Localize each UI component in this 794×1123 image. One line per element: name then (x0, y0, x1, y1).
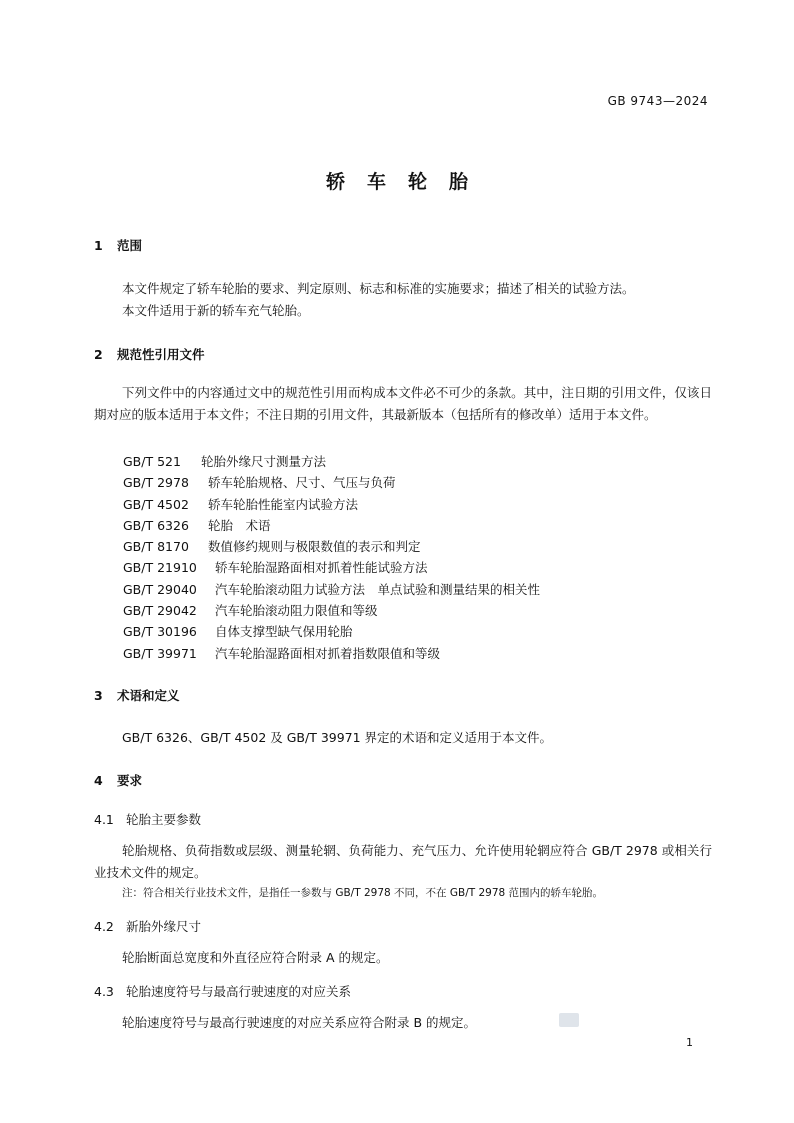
subsection-4-1-heading (94, 810, 201, 828)
reference-code: GB/T 30196 (123, 624, 197, 640)
reference-title: 轿车轮胎湿路面相对抓着性能试验方法 (215, 560, 428, 576)
reference-item (123, 536, 540, 557)
subsection-title: 轮胎速度符号与最高行驶速度的对应关系 (126, 984, 352, 999)
subsection-4-1-note: 注：符合相关行业技术文件，是指任一参数与 GB/T 2978 不同，不在 GB/T 2978 范围内的轿车轮胎。 (122, 887, 604, 899)
reference-item (123, 557, 540, 578)
reference-code: GB/T 6326 (123, 517, 189, 533)
section-number: 3 (94, 688, 103, 703)
reference-code: GB/T 8170 (123, 539, 189, 555)
section-2-heading (94, 345, 205, 363)
reference-title: 自体支撑型缺气保用轮胎 (215, 624, 353, 640)
subsection-number: 4.2 (94, 919, 114, 934)
section-number: 4 (94, 773, 103, 788)
reference-item (123, 451, 540, 472)
section-title: 术语和定义 (117, 688, 180, 703)
section-title: 要求 (117, 773, 143, 788)
reference-title: 汽车轮胎湿路面相对抓着指数限值和等级 (215, 645, 441, 661)
section-1-line-2: 本文件适用于新的轿车充气轮胎。 (122, 303, 310, 318)
section-number: 1 (94, 238, 103, 253)
reference-code: GB/T 521 (123, 454, 181, 469)
reference-item (123, 515, 540, 536)
reference-title: 汽车轮胎滚动阻力试验方法 单点试验和测量结果的相关性 (215, 581, 541, 597)
subsection-4-1-text: 轮胎规格、负荷指数或层级、测量轮辋、负荷能力、充气压力、允许使用轮辋应符合 GB/T 2978 或相关行业技术文件的规定。 (94, 843, 712, 880)
subsection-4-2-text: 轮胎断面总宽度和外直径应符合附录 A 的规定。 (122, 950, 389, 965)
reference-item (123, 472, 540, 493)
standard-number: GB 9743—2024 (607, 94, 708, 108)
subsection-title: 轮胎主要参数 (126, 812, 202, 827)
reference-title: 数值修约规则与极限数值的表示和判定 (208, 539, 421, 555)
reference-title: 轿车轮胎规格、尺寸、气压与负荷 (208, 475, 396, 491)
watermark-mark (559, 1013, 579, 1027)
section-2-intro: 下列文件中的内容通过文中的规范性引用而构成本文件必不可少的条款。其中，注日期的引用文件，仅该日期对应的版本适用于本文件；不注日期的引用文件，其最新版本（包括所有的修改单）适用于本文件。 (94, 385, 712, 422)
reference-item (123, 579, 540, 600)
reference-title: 汽车轮胎滚动阻力限值和等级 (215, 603, 378, 619)
reference-list (123, 451, 540, 664)
section-4-heading (94, 771, 142, 789)
page-number: 1 (686, 1036, 693, 1049)
reference-item (123, 494, 540, 515)
section-3-heading (94, 686, 180, 704)
reference-code: GB/T 2978 (123, 475, 189, 491)
section-3-text: GB/T 6326、GB/T 4502 及 GB/T 39971 界定的术语和定义适用于本文件。 (122, 730, 553, 745)
reference-title: 轿车轮胎性能室内试验方法 (208, 496, 359, 512)
reference-item (123, 643, 540, 664)
reference-item (123, 621, 540, 642)
subsection-title: 新胎外缘尺寸 (126, 919, 202, 934)
reference-title: 轮胎外缘尺寸测量方法 (201, 454, 327, 469)
subsection-4-3-heading (94, 982, 351, 1000)
reference-item (123, 600, 540, 621)
document-title: 轿车轮胎 (325, 171, 490, 193)
subsection-4-3-text: 轮胎速度符号与最高行驶速度的对应关系应符合附录 B 的规定。 (122, 1015, 477, 1030)
section-title: 范围 (117, 238, 143, 253)
reference-code: GB/T 29042 (123, 603, 197, 619)
subsection-number: 4.1 (94, 812, 114, 827)
subsection-4-2-heading (94, 917, 201, 935)
reference-code: GB/T 29040 (123, 581, 197, 597)
section-number: 2 (94, 347, 103, 362)
reference-code: GB/T 39971 (123, 645, 197, 661)
subsection-number: 4.3 (94, 984, 114, 999)
reference-code: GB/T 4502 (123, 496, 189, 512)
reference-title: 轮胎 术语 (208, 517, 271, 533)
section-1-line-1: 本文件规定了轿车轮胎的要求、判定原则、标志和标准的实施要求；描述了相关的试验方法。 (122, 281, 635, 296)
section-1-heading (94, 236, 142, 254)
reference-code: GB/T 21910 (123, 560, 197, 576)
section-title: 规范性引用文件 (117, 347, 205, 362)
